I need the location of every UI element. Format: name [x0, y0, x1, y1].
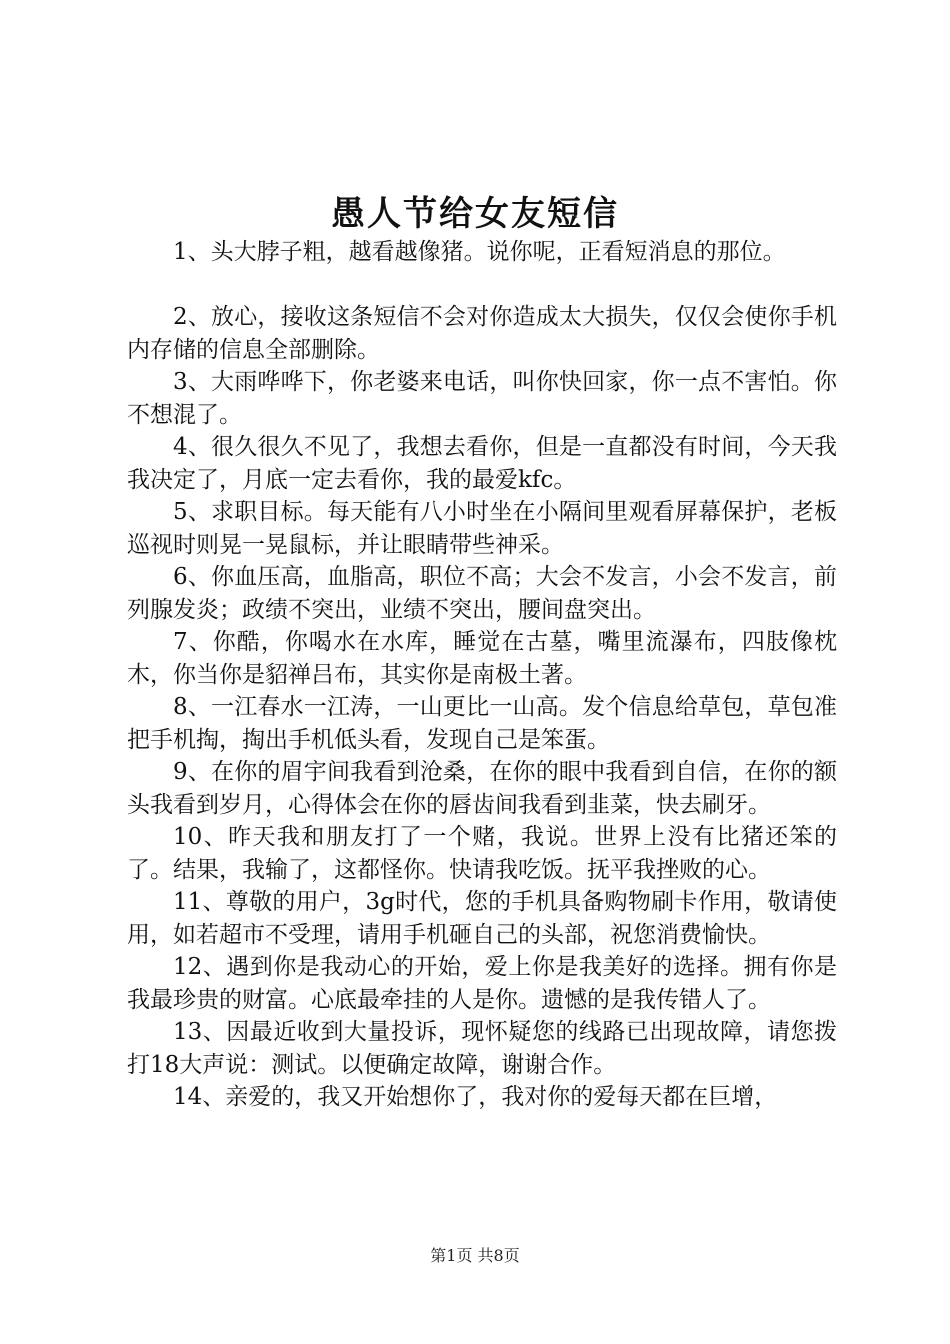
document-body: [127, 236, 837, 1114]
document-title: 愚人节给女友短信: [331, 194, 619, 234]
message-paragraph-4: 4、很久很久不见了，我想去看你，但是一直都没有时间，今天我我决定了，月底一定去看你，我的最爱kfc。: [127, 434, 837, 493]
message-paragraph-14: 14、亲爱的，我又开始想你了，我对你的爱每天都在巨增，: [173, 1084, 778, 1110]
message-paragraph-10: 10、昨天我和朋友打了一个赌，我说。世界上没有比猪还笨的了。结果，我输了，这都怪你。快请我吃饭。抚平我挫败的心。: [127, 824, 837, 883]
message-paragraph-2: 2、放心，接收这条短信不会对你造成太大损失，仅仅会使你手机内存储的信息全部删除。: [127, 304, 837, 363]
message-paragraph-1: 1、头大脖子粗，越看越像猪。说你呢，正看短消息的那位。: [173, 239, 786, 265]
message-paragraph-13: 13、因最近收到大量投诉，现怀疑您的线路已出现故障，请您拨打18大声说：测试。以便确定故障，谢谢合作。: [127, 1019, 837, 1078]
message-paragraph-8: 8、一江春水一江涛，一山更比一山高。发个信息给草包，草包准把手机掏，掏出手机低头看，发现自己是笨蛋。: [127, 694, 837, 753]
message-paragraph-9: 9、在你的眉宇间我看到沧桑，在你的眼中我看到自信，在你的额头我看到岁月，心得体会在你的唇齿间我看到韭菜，快去刷牙。: [127, 759, 837, 818]
message-paragraph-12: 12、遇到你是我动心的开始，爱上你是我美好的选择。拥有你是我最珍贵的财富。心底最牵挂的人是你。遗憾的是我传错人了。: [127, 954, 837, 1013]
message-paragraph-5: 5、求职目标。每天能有八小时坐在小隔间里观看屏幕保护，老板巡视时则晃一晃鼠标，并让眼睛带些神采。: [127, 499, 837, 558]
page-number-footer: 第1页 共8页: [430, 1246, 520, 1265]
message-paragraph-3: 3、大雨哗哗下，你老婆来电话，叫你快回家，你一点不害怕。你不想混了。: [127, 369, 837, 428]
message-paragraph-7: 7、你酷，你喝水在水库，睡觉在古墓，嘴里流瀑布，四肢像枕木，你当你是貂禅吕布，其实你是南极土著。: [127, 629, 837, 688]
message-paragraph-11: 11、尊敬的用户，3g时代，您的手机具备购物刷卡作用，敬请使用，如若超市不受理，请用手机砸自己的头部，祝您消费愉快。: [127, 889, 837, 948]
message-paragraph-6: 6、你血压高，血脂高，职位不高；大会不发言，小会不发言，前列腺发炎；政绩不突出，业绩不突出，腰间盘突出。: [127, 564, 837, 623]
